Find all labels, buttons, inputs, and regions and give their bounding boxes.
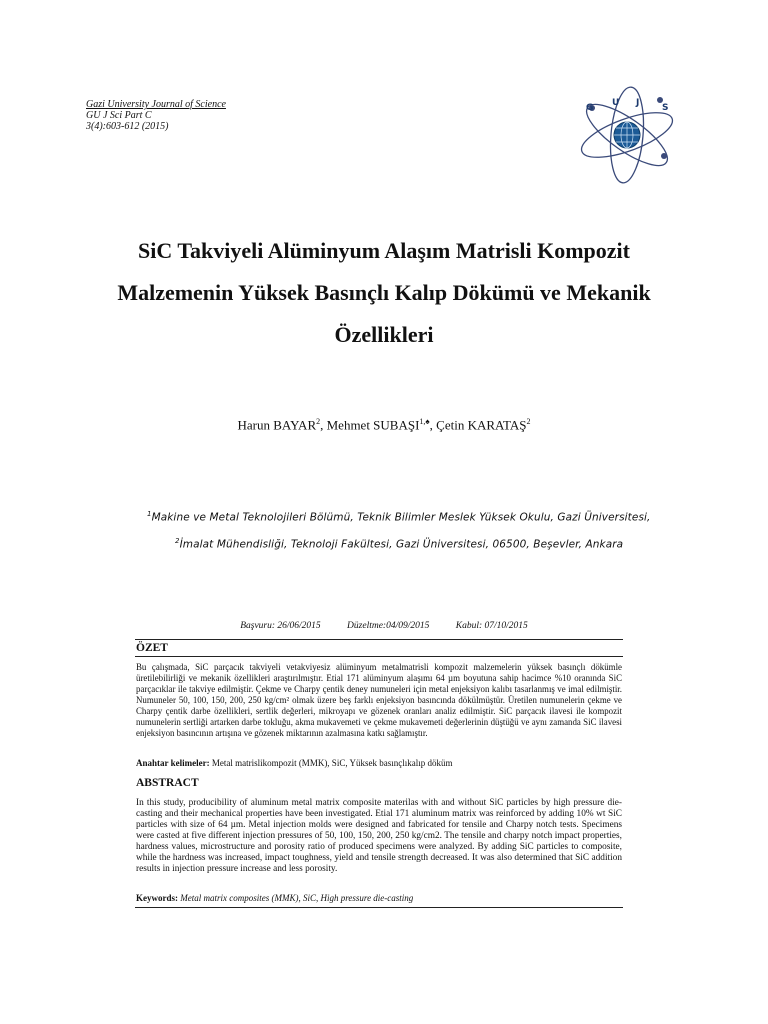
ozet-keywords-label: Anahtar kelimeler:: [136, 758, 210, 768]
author-sup: 2: [316, 417, 321, 426]
ozet-heading: ÖZET: [136, 642, 168, 654]
title-line-3: Özellikleri: [334, 322, 434, 347]
affiliation-2: [175, 537, 623, 551]
date-revised: Düzeltme:04/09/2015: [347, 621, 430, 631]
affiliation-sup: 1: [147, 510, 152, 518]
logo-letter-j: J: [636, 98, 640, 108]
abstract-keywords: [136, 893, 413, 903]
ozet-keywords-text: Metal matrislikompozit (MMK), SiC, Yüksek basınçlıkalıp döküm: [211, 758, 453, 768]
journal-header: [86, 99, 226, 132]
journal-name[interactable]: Gazi University Journal of Science: [86, 99, 226, 110]
ozet-text: Bu çalışmada, SiC parçacık takviyeli vetakviyesiz alüminyum metalmatrisli kompozit malzemelerin yüksek basınçlı dökümle üretilebilirliği ve mekanik özellikleri araştırılmıştır. Etial 171 alüminyum alaşımı 64 µm boyutuna sahip hacimce %10 oranında SiC parçacıklar ile takviye edilmiştir. Çekme ve Charpy çentik deney numuneleri için metal enjeksiyon kalıbı tasarlanmış ve imal edilmiştir. Numuneler 50, 100, 150, 200, 250 kg/cm² olmak üzere beş farklı enjeksiyon basıncında dökülmüştür. Üretilen numunelerin çekme ve Charpy çentik darbe özellikleri, sertlik değerleri, mikroyapı ve gözenek oranları analiz edilmiştir. SiC parçacık ilavesi ile kompozit numunelerin sertliği artarken darbe tokluğu, akma mukavemeti ve çekme mukavemeti değerlerinin düştüğü ve aynı zamanda SiC ilavesi enjeksiyon basıncının artışına ve gözenek miktarının azalmasına katkı sağlamıştır.: [136, 662, 622, 738]
logo-letter-g: G: [586, 103, 594, 113]
abstract-heading: ABSTRACT: [136, 777, 199, 789]
journal-part: GU J Sci Part C: [86, 110, 152, 121]
author-name: Harun BAYAR: [237, 417, 317, 433]
affiliation-sup: 2: [175, 537, 180, 545]
abstract-keywords-text: Metal matrix composites (MMK), SiC, High pressure die-casting: [180, 893, 414, 903]
atom-globe-logo-icon: [572, 80, 682, 190]
ozet-keywords: [136, 758, 452, 768]
title-line-1: SiC Takviyeli Alüminyum Alaşım Matrisli Kompozit: [137, 238, 630, 263]
abstract-text: In this study, producibility of aluminum metal matrix composite materilas with and without SiC particles by high pressure die-casting and their mechanical properties have been investigated. Etial 171 aluminum matrix was reinforced by adding 10% wt SiC particles with size of 64 µm. Metal injection molds were designed and fabricated for tensile and Charpy notch tests. Specimens were casted at five different injection pressures of 50, 100, 150, 200, 250 kg/cm2. The tensile and charpy notch impact properties, hardness values, microstructure and porosity ratio of produced specimens were analyzed. By adding SiC particles to composite, while the hardness was increased, impact toughness, yield and tensile strength decreased. It was also determined that SiC addition results in injection pressure increase and less porosity.: [136, 798, 622, 874]
affiliation-text: İmalat Mühendisliği, Teknoloji Fakültesi, Gazi Üniversitesi, 06500, Beşevler, Ankara: [179, 538, 624, 551]
abstract-keywords-label: Keywords:: [136, 893, 178, 903]
gujs-logo: [572, 80, 682, 190]
divider-top: [135, 639, 623, 640]
affiliation-text: Makine ve Metal Teknolojileri Bölümü, Teknik Bilimler Meslek Yüksek Okulu, Gazi Üniversitesi,: [151, 511, 651, 524]
author-list: Harun BAYAR$^2$, Mehmet $SUBAŞI^{1,♠}$, Çetin KARATAŞ$^2$: [237, 417, 531, 433]
title-line-2: Malzemenin Yüksek Basınçlı Kalıp Dökümü ve Mekanik: [117, 280, 651, 305]
date-accepted: Kabul: 07/10/2015: [455, 621, 528, 631]
affiliation-1: [147, 510, 650, 524]
author-sup: 1,♠: [419, 417, 430, 426]
divider-ozet: [135, 656, 623, 657]
paper-title: [80, 230, 688, 356]
logo-letter-s: S: [662, 103, 669, 113]
author-name: Mehmet SUBAŞI: [326, 417, 420, 433]
submission-dates: [0, 621, 768, 631]
date-received: Başvuru: 26/06/2015: [240, 621, 321, 631]
logo-letter-u: U: [612, 98, 620, 108]
journal-volume: 3(4):603-612 (2015): [86, 121, 169, 132]
divider-bottom: [135, 907, 623, 908]
author-sup: 2: [526, 417, 531, 426]
author-name: Çetin KARATAŞ: [436, 417, 527, 433]
